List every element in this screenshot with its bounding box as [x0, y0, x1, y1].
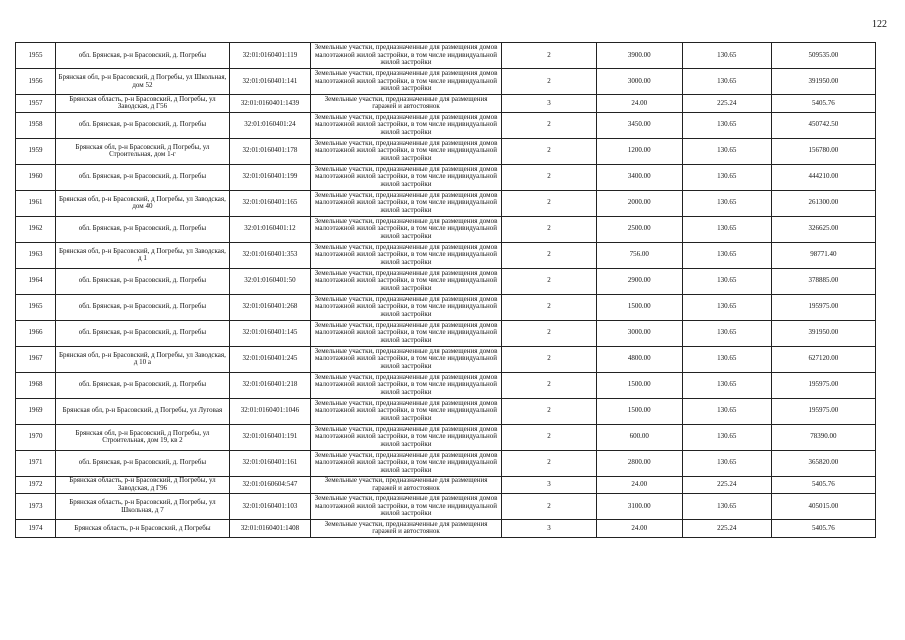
row-number: 1966	[16, 320, 56, 346]
cadastral-number-cell: 32:01:0160401:245	[229, 346, 310, 372]
cadastral-number-cell: 32:01:0160401:103	[229, 494, 310, 520]
permitted-use-cell: Земельные участки, предназначенные для размещения домов малоэтажной жилой застройки, в том числе индивидуальной жилой застройки	[311, 216, 502, 242]
table-body	[16, 43, 876, 538]
cadastral-number-cell: 32:01:0160401:1439	[229, 95, 310, 113]
cadastral-value-cell: 391950.00	[771, 320, 875, 346]
specific-value-cell: 130.65	[682, 43, 771, 69]
table-row	[16, 43, 876, 69]
table-row	[16, 138, 876, 164]
table-row	[16, 424, 876, 450]
cadastral-number-cell: 32:01:0160401:119	[229, 43, 310, 69]
row-number: 1974	[16, 520, 56, 538]
table-row	[16, 476, 876, 494]
address-cell: обл. Брянская, р-н Брасовский, д. Погребы	[56, 450, 230, 476]
area-cell: 2900.00	[596, 268, 682, 294]
row-number: 1955	[16, 43, 56, 69]
specific-value-cell: 130.65	[682, 424, 771, 450]
use-group-cell: 2	[502, 320, 597, 346]
cadastral-value-cell: 450742.50	[771, 112, 875, 138]
area-cell: 3100.00	[596, 494, 682, 520]
row-number: 1970	[16, 424, 56, 450]
cadastral-number-cell: 32:01:0160401:178	[229, 138, 310, 164]
table-row	[16, 95, 876, 113]
area-cell: 3000.00	[596, 69, 682, 95]
area-cell: 24.00	[596, 476, 682, 494]
address-cell: Брянская обл, р-н Брасовский, д Погребы, ул Заводская, дом 40	[56, 190, 230, 216]
specific-value-cell: 130.65	[682, 190, 771, 216]
cadastral-number-cell: 32:01:0160401:165	[229, 190, 310, 216]
row-number: 1964	[16, 268, 56, 294]
use-group-cell: 2	[502, 398, 597, 424]
cadastral-value-cell: 509535.00	[771, 43, 875, 69]
address-cell: Брянская обл, р-н Брасовский, д Погребы, ул Школьная, дом 52	[56, 69, 230, 95]
row-number: 1965	[16, 294, 56, 320]
cadastral-number-cell: 32:01:0160401:1408	[229, 520, 310, 538]
use-group-cell: 2	[502, 424, 597, 450]
address-cell: Брянская область, р-н Брасовский, д Погребы	[56, 520, 230, 538]
use-group-cell: 2	[502, 69, 597, 95]
area-cell: 24.00	[596, 95, 682, 113]
row-number: 1972	[16, 476, 56, 494]
row-number: 1959	[16, 138, 56, 164]
row-number: 1967	[16, 346, 56, 372]
address-cell: Брянская обл, р-н Брасовский, д Погребы, ул Заводская, д 10 а	[56, 346, 230, 372]
cadastral-value-cell: 5405.76	[771, 520, 875, 538]
row-number: 1961	[16, 190, 56, 216]
row-number: 1958	[16, 112, 56, 138]
permitted-use-cell: Земельные участки, предназначенные для размещения домов малоэтажной жилой застройки, в том числе индивидуальной жилой застройки	[311, 398, 502, 424]
table-row	[16, 450, 876, 476]
area-cell: 600.00	[596, 424, 682, 450]
use-group-cell: 3	[502, 95, 597, 113]
specific-value-cell: 130.65	[682, 69, 771, 95]
area-cell: 1200.00	[596, 138, 682, 164]
permitted-use-cell: Земельные участки, предназначенные для размещения домов малоэтажной жилой застройки, в том числе индивидуальной жилой застройки	[311, 294, 502, 320]
permitted-use-cell: Земельные участки, предназначенные для размещения гаражей и автостоянок	[311, 520, 502, 538]
address-cell: Брянская область, р-н Брасовский, д Погребы, ул Заводская, д Г96	[56, 476, 230, 494]
use-group-cell: 2	[502, 216, 597, 242]
cadastral-number-cell: 32:01:0160401:161	[229, 450, 310, 476]
use-group-cell: 2	[502, 494, 597, 520]
cadastral-number-cell: 32:01:0160401:268	[229, 294, 310, 320]
row-number: 1960	[16, 164, 56, 190]
page-number: 122	[872, 19, 887, 30]
land-plot-table	[15, 42, 876, 538]
specific-value-cell: 130.65	[682, 398, 771, 424]
cadastral-value-cell: 261300.00	[771, 190, 875, 216]
use-group-cell: 2	[502, 112, 597, 138]
table-row	[16, 320, 876, 346]
permitted-use-cell: Земельные участки, предназначенные для размещения домов малоэтажной жилой застройки, в том числе индивидуальной жилой застройки	[311, 43, 502, 69]
row-number: 1971	[16, 450, 56, 476]
area-cell: 1500.00	[596, 294, 682, 320]
area-cell: 3450.00	[596, 112, 682, 138]
table-row	[16, 216, 876, 242]
permitted-use-cell: Земельные участки, предназначенные для размещения гаражей и автостоянок	[311, 476, 502, 494]
table-row	[16, 112, 876, 138]
permitted-use-cell: Земельные участки, предназначенные для размещения домов малоэтажной жилой застройки, в том числе индивидуальной жилой застройки	[311, 424, 502, 450]
specific-value-cell: 130.65	[682, 294, 771, 320]
area-cell: 3900.00	[596, 43, 682, 69]
specific-value-cell: 130.65	[682, 450, 771, 476]
table-row	[16, 268, 876, 294]
cadastral-number-cell: 32:01:0160401:353	[229, 242, 310, 268]
specific-value-cell: 130.65	[682, 372, 771, 398]
area-cell: 3000.00	[596, 320, 682, 346]
address-cell: обл. Брянская, р-н Брасовский, д. Погребы	[56, 320, 230, 346]
cadastral-number-cell: 32:01:0160401:1046	[229, 398, 310, 424]
address-cell: обл. Брянская, р-н Брасовский, д. Погребы	[56, 294, 230, 320]
use-group-cell: 3	[502, 520, 597, 538]
address-cell: обл. Брянская, р-н Брасовский, д. Погребы	[56, 216, 230, 242]
specific-value-cell: 130.65	[682, 164, 771, 190]
permitted-use-cell: Земельные участки, предназначенные для размещения домов малоэтажной жилой застройки, в том числе индивидуальной жилой застройки	[311, 190, 502, 216]
address-cell: обл. Брянская, р-н Брасовский, д. Погребы	[56, 43, 230, 69]
table-row	[16, 69, 876, 95]
permitted-use-cell: Земельные участки, предназначенные для размещения домов малоэтажной жилой застройки, в том числе индивидуальной жилой застройки	[311, 242, 502, 268]
permitted-use-cell: Земельные участки, предназначенные для размещения домов малоэтажной жилой застройки, в том числе индивидуальной жилой застройки	[311, 494, 502, 520]
use-group-cell: 2	[502, 164, 597, 190]
cadastral-value-cell: 195975.00	[771, 294, 875, 320]
permitted-use-cell: Земельные участки, предназначенные для размещения гаражей и автостоянок	[311, 95, 502, 113]
address-cell: обл. Брянская, р-н Брасовский, д. Погребы	[56, 372, 230, 398]
table-row	[16, 372, 876, 398]
cadastral-number-cell: 32:01:0160401:24	[229, 112, 310, 138]
cadastral-value-cell: 78390.00	[771, 424, 875, 450]
area-cell: 2500.00	[596, 216, 682, 242]
address-cell: Брянская обл, р-н Брасовский, д Погребы, ул Строительная, дом 19, кв 2	[56, 424, 230, 450]
cadastral-value-cell: 98771.40	[771, 242, 875, 268]
area-cell: 24.00	[596, 520, 682, 538]
use-group-cell: 2	[502, 43, 597, 69]
permitted-use-cell: Земельные участки, предназначенные для размещения домов малоэтажной жилой застройки, в том числе индивидуальной жилой застройки	[311, 450, 502, 476]
row-number: 1963	[16, 242, 56, 268]
table-row	[16, 520, 876, 538]
use-group-cell: 2	[502, 268, 597, 294]
cadastral-value-cell: 627120.00	[771, 346, 875, 372]
specific-value-cell: 130.65	[682, 216, 771, 242]
cadastral-value-cell: 326625.00	[771, 216, 875, 242]
specific-value-cell: 130.65	[682, 242, 771, 268]
permitted-use-cell: Земельные участки, предназначенные для размещения домов малоэтажной жилой застройки, в том числе индивидуальной жилой застройки	[311, 372, 502, 398]
area-cell: 4800.00	[596, 346, 682, 372]
cadastral-number-cell: 32:01:0160401:50	[229, 268, 310, 294]
address-cell: Брянская обл, р-н Брасовский, д Погребы, ул Строительная, дом 1-г	[56, 138, 230, 164]
specific-value-cell: 130.65	[682, 268, 771, 294]
table-row	[16, 346, 876, 372]
row-number: 1957	[16, 95, 56, 113]
area-cell: 1500.00	[596, 372, 682, 398]
row-number: 1968	[16, 372, 56, 398]
row-number: 1973	[16, 494, 56, 520]
cadastral-value-cell: 444210.00	[771, 164, 875, 190]
permitted-use-cell: Земельные участки, предназначенные для размещения домов малоэтажной жилой застройки, в том числе индивидуальной жилой застройки	[311, 112, 502, 138]
cadastral-number-cell: 32:01:0160401:191	[229, 424, 310, 450]
table-row	[16, 164, 876, 190]
cadastral-value-cell: 5405.76	[771, 95, 875, 113]
area-cell: 3400.00	[596, 164, 682, 190]
cadastral-number-cell: 32:01:0160401:199	[229, 164, 310, 190]
use-group-cell: 2	[502, 138, 597, 164]
specific-value-cell: 225.24	[682, 476, 771, 494]
cadastral-number-cell: 32:01:0160604:547	[229, 476, 310, 494]
use-group-cell: 2	[502, 242, 597, 268]
cadastral-number-cell: 32:01:0160401:145	[229, 320, 310, 346]
row-number: 1969	[16, 398, 56, 424]
permitted-use-cell: Земельные участки, предназначенные для размещения домов малоэтажной жилой застройки, в том числе индивидуальной жилой застройки	[311, 346, 502, 372]
use-group-cell: 3	[502, 476, 597, 494]
use-group-cell: 2	[502, 372, 597, 398]
cadastral-number-cell: 32:01:0160401:12	[229, 216, 310, 242]
specific-value-cell: 225.24	[682, 520, 771, 538]
specific-value-cell: 130.65	[682, 138, 771, 164]
cadastral-value-cell: 365820.00	[771, 450, 875, 476]
specific-value-cell: 130.65	[682, 320, 771, 346]
area-cell: 1500.00	[596, 398, 682, 424]
table-row	[16, 294, 876, 320]
cadastral-number-cell: 32:01:0160401:218	[229, 372, 310, 398]
address-cell: обл. Брянская, р-н Брасовский, д. Погребы	[56, 268, 230, 294]
cadastral-value-cell: 391950.00	[771, 69, 875, 95]
address-cell: обл. Брянская, р-н Брасовский, д. Погребы	[56, 112, 230, 138]
specific-value-cell: 130.65	[682, 494, 771, 520]
address-cell: Брянская область, р-н Брасовский, д Погребы, ул Заводская, д Г56	[56, 95, 230, 113]
row-number: 1956	[16, 69, 56, 95]
address-cell: Брянская обл, р-н Брасовский, д Погребы, ул Луговая	[56, 398, 230, 424]
area-cell: 2000.00	[596, 190, 682, 216]
table-row	[16, 398, 876, 424]
cadastral-value-cell: 195975.00	[771, 372, 875, 398]
permitted-use-cell: Земельные участки, предназначенные для размещения домов малоэтажной жилой застройки, в том числе индивидуальной жилой застройки	[311, 138, 502, 164]
permitted-use-cell: Земельные участки, предназначенные для размещения домов малоэтажной жилой застройки, в том числе индивидуальной жилой застройки	[311, 268, 502, 294]
cadastral-value-cell: 405015.00	[771, 494, 875, 520]
table-row	[16, 242, 876, 268]
address-cell: обл. Брянская, р-н Брасовский, д. Погребы	[56, 164, 230, 190]
use-group-cell: 2	[502, 294, 597, 320]
permitted-use-cell: Земельные участки, предназначенные для размещения домов малоэтажной жилой застройки, в том числе индивидуальной жилой застройки	[311, 164, 502, 190]
permitted-use-cell: Земельные участки, предназначенные для размещения домов малоэтажной жилой застройки, в том числе индивидуальной жилой застройки	[311, 320, 502, 346]
area-cell: 2800.00	[596, 450, 682, 476]
specific-value-cell: 130.65	[682, 346, 771, 372]
address-cell: Брянская обл, р-н Брасовский, д Погребы, ул Заводская, д 1	[56, 242, 230, 268]
use-group-cell: 2	[502, 346, 597, 372]
permitted-use-cell: Земельные участки, предназначенные для размещения домов малоэтажной жилой застройки, в том числе индивидуальной жилой застройки	[311, 69, 502, 95]
area-cell: 756.00	[596, 242, 682, 268]
cadastral-number-cell: 32:01:0160401:141	[229, 69, 310, 95]
table-row	[16, 190, 876, 216]
cadastral-value-cell: 378885.00	[771, 268, 875, 294]
cadastral-value-cell: 5405.76	[771, 476, 875, 494]
specific-value-cell: 225.24	[682, 95, 771, 113]
cadastral-value-cell: 195975.00	[771, 398, 875, 424]
address-cell: Брянская область, р-н Брасовский, д Погребы, ул Школьная, д 7	[56, 494, 230, 520]
use-group-cell: 2	[502, 190, 597, 216]
cadastral-value-cell: 156780.00	[771, 138, 875, 164]
row-number: 1962	[16, 216, 56, 242]
use-group-cell: 2	[502, 450, 597, 476]
specific-value-cell: 130.65	[682, 112, 771, 138]
table-row	[16, 494, 876, 520]
